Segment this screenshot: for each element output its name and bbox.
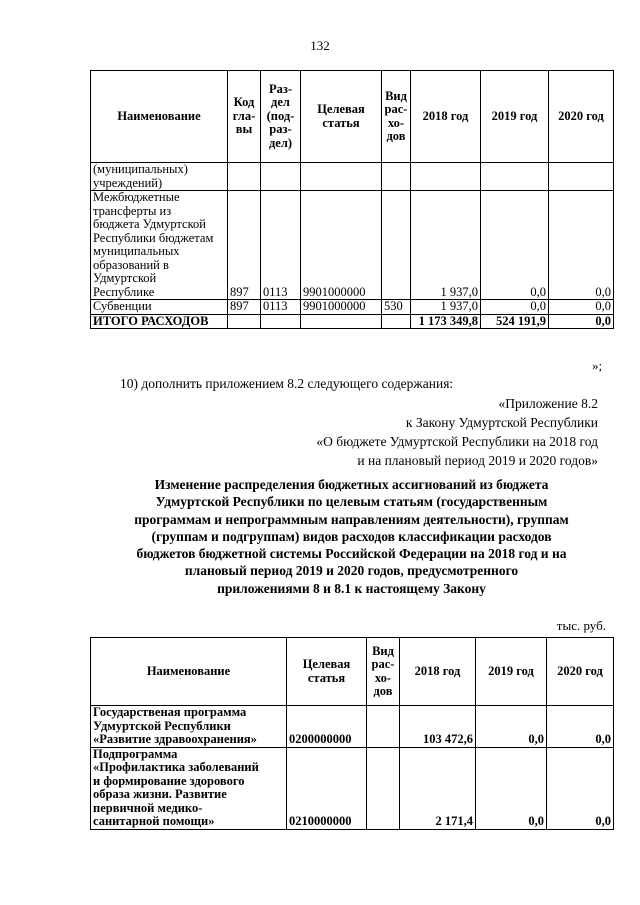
document-heading: Изменение распределения бюджетных ассигнований из бюджета Удмуртской Республики по целевым статьям (государственным программам и непрограммным направлениям деятельности), группам (группам и подгруппам) видов расходов классификации расходов бюджетов бюджетной системы Российской Федерации на 2018 год и на плановый период 2019 и 2020 годов, предусмотренного приложениями 8 и 8.1 к настоящему Закону <box>134 477 569 596</box>
table-row <box>91 300 614 315</box>
table-row <box>91 706 614 748</box>
header-name: Наименование <box>91 71 228 163</box>
table-row <box>91 163 614 191</box>
header-2018: 2018 год <box>400 638 476 706</box>
page-number: 132 <box>310 38 330 53</box>
amendment-text: 10) дополнить приложением 8.2 следующего содержания: <box>120 376 454 391</box>
row-type <box>367 706 400 748</box>
total-2020: 0,0 <box>549 314 614 329</box>
row-2020: 0,0 <box>549 300 614 315</box>
header-type: Вид рас- хо- дов <box>382 71 411 163</box>
row-target: 9901000000 <box>301 191 382 300</box>
table-row <box>91 191 614 300</box>
row-code: 897 <box>228 300 261 315</box>
row-2019: 0,0 <box>476 706 547 748</box>
row-2019: 0,0 <box>476 747 547 829</box>
row-section: 0113 <box>261 300 301 315</box>
row-2018: 103 472,6 <box>400 706 476 748</box>
header-code: Код гла- вы <box>228 71 261 163</box>
row-2019: 0,0 <box>481 300 549 315</box>
row-2020: 0,0 <box>547 706 614 748</box>
row-name: Субвенции <box>91 300 228 315</box>
row-section: 0113 <box>261 191 301 300</box>
expenditure-table-continuation <box>90 70 614 329</box>
table-row <box>91 747 614 829</box>
units-label: тыс. руб. <box>556 618 606 633</box>
header-target: Целевая статья <box>301 71 382 163</box>
header-2018: 2018 год <box>411 71 481 163</box>
header-2020: 2020 год <box>547 638 614 706</box>
row-target: 0200000000 <box>287 706 367 748</box>
row-2018: 1 937,0 <box>411 300 481 315</box>
total-row <box>91 314 614 329</box>
row-2019: 0,0 <box>481 191 549 300</box>
row-type: 530 <box>382 300 411 315</box>
row-2020: 0,0 <box>549 191 614 300</box>
row-code: 897 <box>228 191 261 300</box>
header-section: Раз- дел (под- раз- дел) <box>261 71 301 163</box>
row-name: Подпрограмма «Профилактика заболеваний и формирование здорового образа жизни. Развитие первичной медико- санитарной помощи» <box>91 747 287 829</box>
row-target: 9901000000 <box>301 300 382 315</box>
row-target: 0210000000 <box>287 747 367 829</box>
row-type <box>367 747 400 829</box>
row-2018: 2 171,4 <box>400 747 476 829</box>
annex-reference: «Приложение 8.2 к Закону Удмуртской Республики «О бюджете Удмуртской Республики на 2018 год и на плановый период 2019 и 2020 годов» <box>316 396 598 468</box>
row-type <box>382 191 411 300</box>
header-target: Целевая статья <box>287 638 367 706</box>
header-type: Вид рас- хо- дов <box>367 638 400 706</box>
row-2020: 0,0 <box>547 747 614 829</box>
header-2019: 2019 год <box>476 638 547 706</box>
closing-quote: »; <box>592 358 603 373</box>
row-name: Межбюджетные трансферты из бюджета Удмуртской Республики бюджетам муниципальных образований в Удмуртской Республике <box>91 191 228 300</box>
header-name: Наименование <box>91 638 287 706</box>
row-name: Государственая программа Удмуртской Республики «Развитие здравоохранения» <box>91 706 287 748</box>
total-2018: 1 173 349,8 <box>411 314 481 329</box>
total-2019: 524 191,9 <box>481 314 549 329</box>
row-2018: 1 937,0 <box>411 191 481 300</box>
allocation-change-table <box>90 637 614 830</box>
total-label: ИТОГО РАСХОДОВ <box>91 314 228 329</box>
header-2019: 2019 год <box>481 71 549 163</box>
row-name: (муниципальных) учреждений) <box>91 163 228 191</box>
header-2020: 2020 год <box>549 71 614 163</box>
